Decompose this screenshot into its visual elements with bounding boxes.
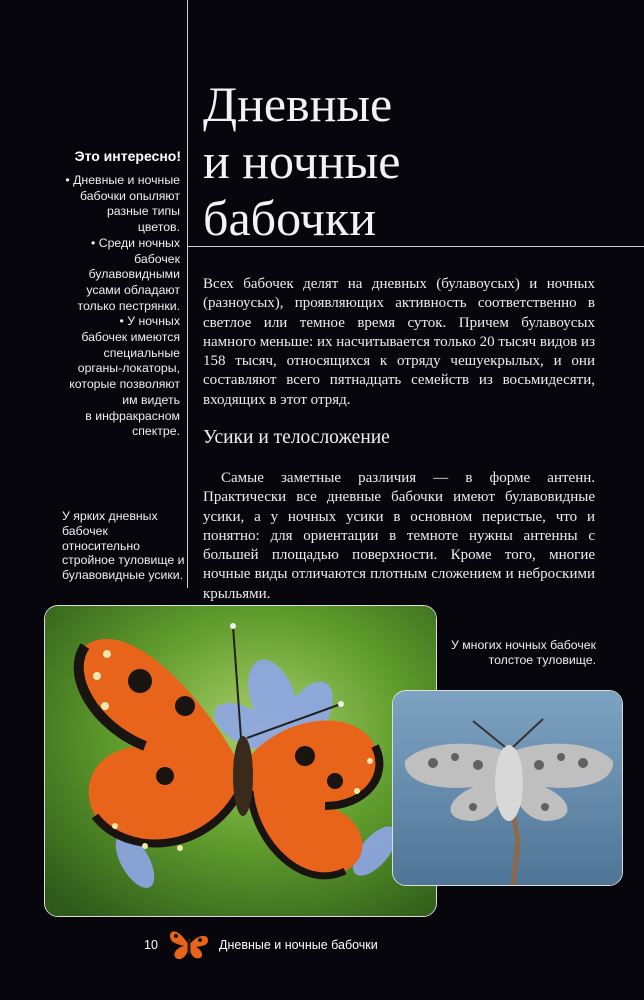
sidebar-line: булавовидными — [88, 267, 180, 282]
title-line: Дневные — [203, 76, 393, 132]
butterfly-photo — [44, 605, 437, 917]
sidebar-heading: Это интересно! — [74, 148, 181, 164]
sidebar-line: • Среди ночных — [90, 235, 180, 250]
sidebar-line: бабочек имеются — [81, 330, 180, 345]
moth-photo — [392, 690, 623, 886]
sidebar-line: усами обладают — [86, 282, 180, 297]
page-footer — [0, 926, 644, 966]
title-line: бабочки — [203, 190, 376, 246]
sidebar-line: бабочек — [134, 251, 180, 266]
sidebar-line: спектре. — [132, 424, 180, 439]
section-heading: Усики и телосложение — [203, 427, 390, 448]
butterfly-caption: У ярких дневных бабочек относительно стройное туловище и булавовидные усики. — [62, 509, 185, 583]
sidebar-line: • У ночных — [119, 314, 180, 329]
sidebar-line: им видеть — [122, 392, 180, 407]
title-line: и ночные — [203, 133, 401, 189]
intro-paragraph: Всех бабочек делят на дневных (булавоусых) и ночных (разноусых), проявляющих активность соответственно в светлое или темное время суток. Причем булавоусых намного меньше: их насчитывается только 20 тысяч видов из 158 тысяч, относящихся к отряду чешуекрылых, и они составляют всего пятнадцать семейств из восьмидесяти, входящих в этот отряд. — [203, 276, 595, 408]
sidebar-line: специальные — [103, 345, 180, 360]
butterfly-icon — [166, 924, 212, 969]
sidebar-line: органы-локаторы, — [77, 361, 180, 376]
sidebar-line: бабочки опыляют — [79, 188, 180, 203]
running-title: Дневные и ночные бабочки — [219, 938, 378, 952]
sidebar-line: разные типы — [106, 204, 180, 219]
sidebar-line: только пестрянки. — [77, 298, 180, 313]
page-number: 10 — [144, 938, 158, 952]
sidebar-line: которые позволяют — [69, 377, 180, 392]
sidebar-facts — [0, 173, 180, 440]
vertical-rule — [187, 0, 188, 588]
sidebar-line: • Дневные и ночные — [65, 173, 180, 187]
page-title — [203, 76, 400, 247]
section-paragraph: Самые заметные различия — в форме антенн. Практически все дневные бабочки имеют булавовидные усики, а у ночных усики в основном перистые, что и понятно: для ориентации в темноте нужны антенны с большей площадью поверхности. Кроме того, многие ночные виды отличаются плотным сложением и неброскими крыльями. — [203, 470, 595, 602]
sidebar-line: в инфракрасном — [85, 408, 180, 423]
sidebar-line: цветов. — [137, 220, 180, 235]
moth-caption: У многих ночных бабочек толстое туловище. — [450, 638, 596, 667]
